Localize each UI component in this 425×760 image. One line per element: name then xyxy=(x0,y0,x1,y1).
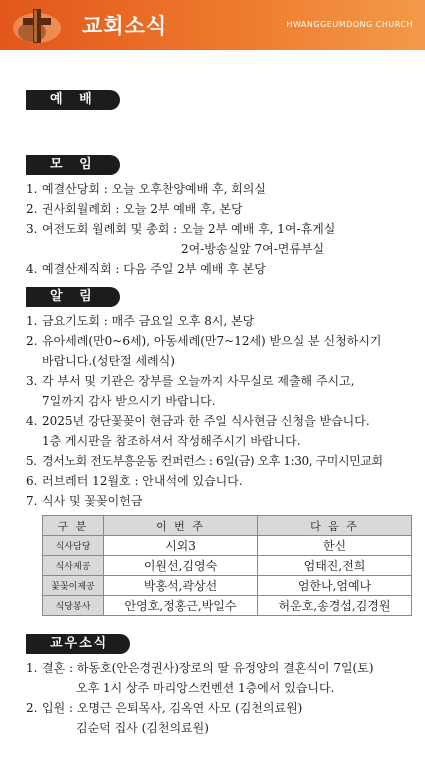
row-label: 식당봉사 xyxy=(43,596,104,616)
list-item: 6. 러브레터 12월호 : 안내석에 있습니다. xyxy=(26,474,243,488)
list-item: 3. 여전도회 월례회 및 총회 : 오늘 2부 예배 후, 1여-휴게실 xyxy=(26,222,336,236)
row-label: 꽃꽂이제공 xyxy=(43,576,104,596)
list-item-continued: 7일까지 감사 받으시기 바랍니다. xyxy=(42,394,216,408)
list-item: 4. 예결산제직회 : 다음 주일 2부 예배 후 본당 xyxy=(26,262,266,276)
list-item-continued: 김순덕 집사 (김천의료원) xyxy=(76,721,209,735)
table-row xyxy=(43,536,412,556)
news-content xyxy=(0,50,425,738)
worship-section-label: 예 배 xyxy=(26,90,120,110)
list-item-continued: 1층 게시판을 참조하셔서 작성해주시기 바랍니다. xyxy=(42,434,301,448)
table-cell: 시외3 xyxy=(104,536,258,556)
table-header: 구 분 xyxy=(43,516,104,536)
table-cell: 엄한나,엄예나 xyxy=(258,576,412,596)
list-item: 2. 유아세례(만0~6세), 아동세례(만7~12세) 받으실 분 신청하시기 xyxy=(26,334,382,348)
header-title: 교회소식 xyxy=(82,14,168,38)
church-name: HWANGGEUMDONG CHURCH xyxy=(286,20,413,29)
row-label: 식사담당 xyxy=(43,536,104,556)
table-cell: 허운호,송경섭,김경원 xyxy=(258,596,412,616)
meal-flower-offering-table xyxy=(42,515,412,616)
church-cross-logo-icon xyxy=(10,6,64,46)
list-item: 1. 금요기도회 : 매주 금요일 오후 8시, 본당 xyxy=(26,314,255,328)
list-item: 3. 각 부서 및 기관은 장부를 오늘까지 사무실로 제출해 주시고, xyxy=(26,374,355,388)
table-header: 이 번 주 xyxy=(104,516,258,536)
table-row xyxy=(43,556,412,576)
list-item: 4. 2025년 강단꽃꽂이 현금과 한 주일 식사현금 신청을 받습니다. xyxy=(26,414,370,428)
table-cell: 박홍석,곽상선 xyxy=(104,576,258,596)
table-row xyxy=(43,596,412,616)
table-cell: 이원선,김영숙 xyxy=(104,556,258,576)
table-header: 다 음 주 xyxy=(258,516,412,536)
list-item-continued: 2여-방송실앞 7여-면류부실 xyxy=(181,242,325,256)
members-section-label: 교우소식 xyxy=(26,634,130,654)
list-item: 2. 권사회월례회 : 오늘 2부 예배 후, 본당 xyxy=(26,202,243,216)
list-item: 5. 경서노회 전도부흥운동 컨퍼런스 : 6일(금) 오후 1:30, 구미시민교회 xyxy=(26,454,383,468)
table-cell: 한신 xyxy=(258,536,412,556)
header-banner xyxy=(0,0,425,50)
table-cell: 엄태진,전희 xyxy=(258,556,412,576)
list-item: 1. 예결산당회 : 오늘 오후찬양예배 후, 회의실 xyxy=(26,182,266,196)
list-item-continued: 오후 1시 상주 마리앙스컨벤션 1층에서 있습니다. xyxy=(76,681,335,695)
notices-section-label: 알 림 xyxy=(26,287,120,307)
table-header-row xyxy=(43,516,412,536)
table-cell: 안영호,정홍근,박일수 xyxy=(104,596,258,616)
list-item: 2. 입원 : 오명근 은퇴목사, 김옥연 사모 (김천의료원) xyxy=(26,701,303,715)
list-item: 7. 식사 및 꽃꽂이헌금 xyxy=(26,494,143,508)
row-label: 식사제공 xyxy=(43,556,104,576)
table-row xyxy=(43,576,412,596)
list-item: 1. 결혼 : 하동호(안은경권사)장로의 딸 유정양의 결혼식이 7일(토) xyxy=(26,661,374,675)
meetings-section-label: 모 임 xyxy=(26,155,120,175)
list-item-continued: 바랍니다.(성탄절 세례식) xyxy=(42,354,175,368)
